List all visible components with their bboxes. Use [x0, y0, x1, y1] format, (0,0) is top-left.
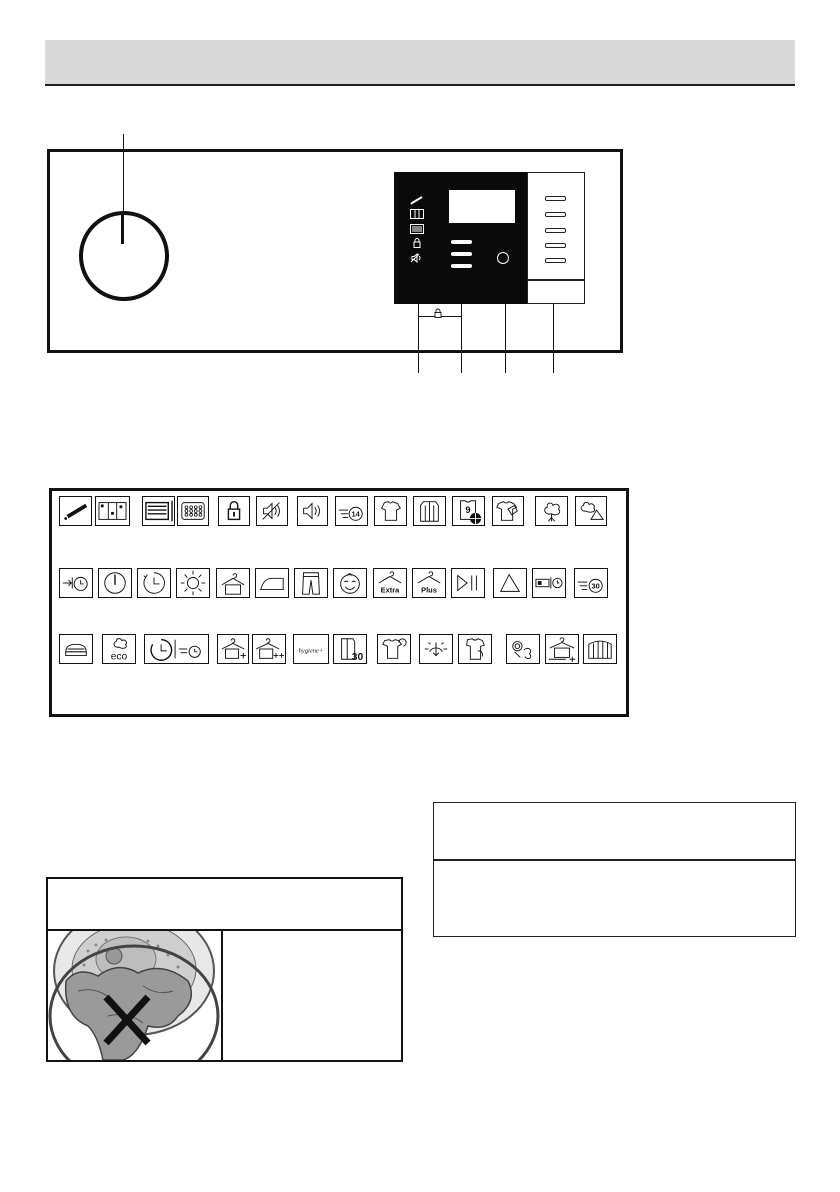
- express-30-icon: [574, 568, 608, 598]
- warning-box: [433, 802, 796, 937]
- express-14-label: 14: [351, 509, 360, 519]
- extra-dry-icon: [373, 568, 407, 598]
- program-button-1[interactable]: [545, 196, 566, 201]
- shirts-30-icon: [333, 634, 367, 664]
- cotton-eco-icon: [102, 634, 136, 664]
- lock-icon: [433, 308, 443, 318]
- sound-off-icon: [256, 496, 288, 526]
- start-pause-icon: [451, 568, 485, 598]
- synthetic-icon: [575, 496, 607, 526]
- sound-on-icon: [297, 496, 328, 526]
- program-selection-knob[interactable]: [79, 211, 169, 301]
- refresh-icon: [377, 634, 411, 664]
- towels-icon: [59, 634, 93, 664]
- drying-icon: [176, 568, 210, 598]
- child-lock-icon: [410, 238, 424, 248]
- filter-icon: [410, 195, 424, 205]
- program-button-2[interactable]: [545, 212, 566, 217]
- program-button-3[interactable]: [545, 228, 566, 233]
- sportswear-icon: [452, 496, 485, 526]
- express-30-label: 30: [591, 581, 600, 591]
- condenser-icon: [410, 224, 424, 234]
- mix-icon: [492, 496, 524, 526]
- end-time-icon: [59, 568, 93, 598]
- child-lock-icon: [218, 496, 250, 526]
- program-button-4[interactable]: [545, 243, 566, 248]
- display-button-1[interactable]: [451, 240, 472, 244]
- hygiene-label: hygiene+: [298, 647, 324, 655]
- warning-divider: [433, 859, 796, 861]
- sound-off-icon: [410, 253, 424, 263]
- shirts-icon: [374, 496, 407, 526]
- cupboard-dry-plus-icon: [217, 634, 249, 664]
- water-tank-icon: [95, 496, 130, 526]
- condenser-icon: [142, 496, 175, 526]
- outerwear-icon: [413, 496, 446, 526]
- callout-line-4: [553, 304, 554, 373]
- cupboard-dry-icon: [216, 568, 250, 598]
- delay-icon: [137, 568, 171, 598]
- jeans-icon: [294, 568, 328, 598]
- caution-column-divider: [221, 929, 223, 1062]
- display-screen: [449, 190, 515, 223]
- timed-drying-icon: [144, 634, 209, 664]
- hanger-plus-icon: [545, 634, 579, 664]
- blanket-icon: [506, 634, 540, 664]
- cotton-icon: [535, 496, 568, 526]
- sport-number-label: 9: [465, 504, 471, 515]
- wool-icon: [458, 634, 492, 664]
- callout-line-2: [461, 304, 462, 373]
- program-button-column: [527, 172, 585, 304]
- extra-label: Extra: [380, 585, 400, 595]
- baby-icon: [333, 568, 367, 598]
- filter-icon: [59, 496, 92, 526]
- delicate-icon: [493, 568, 527, 598]
- plus-dry-icon: [412, 568, 446, 598]
- plus-label: Plus: [421, 585, 437, 595]
- shirts-30-label: 30: [351, 652, 364, 663]
- program-button-5[interactable]: [545, 258, 566, 263]
- iron-dry-icon: [255, 568, 289, 598]
- knob-callout-line: [123, 134, 124, 211]
- display-button-2[interactable]: [451, 252, 472, 256]
- on-off-icon: [98, 568, 132, 598]
- duvet-icon: [583, 634, 617, 664]
- cupboard-dry-plus-plus-icon: [252, 634, 286, 664]
- callout-line-3: [505, 304, 506, 373]
- hygiene-plus-icon: [293, 634, 329, 664]
- bedding-timer-icon: [532, 568, 566, 598]
- timer-icon[interactable]: [497, 252, 509, 264]
- section-header-band: [45, 40, 795, 86]
- display-button-3[interactable]: [451, 264, 472, 268]
- express-14-icon: [335, 496, 368, 526]
- program-column-divider: [527, 279, 585, 281]
- callout-line-1: [418, 304, 419, 373]
- drum-overload-photo: [48, 931, 221, 1060]
- knob-indicator-mark: [121, 211, 124, 244]
- cool-down-icon: [419, 634, 453, 664]
- eco-label: eco: [110, 651, 128, 663]
- water-tank-icon: [410, 209, 424, 219]
- heat-exchanger-icon: [177, 496, 209, 526]
